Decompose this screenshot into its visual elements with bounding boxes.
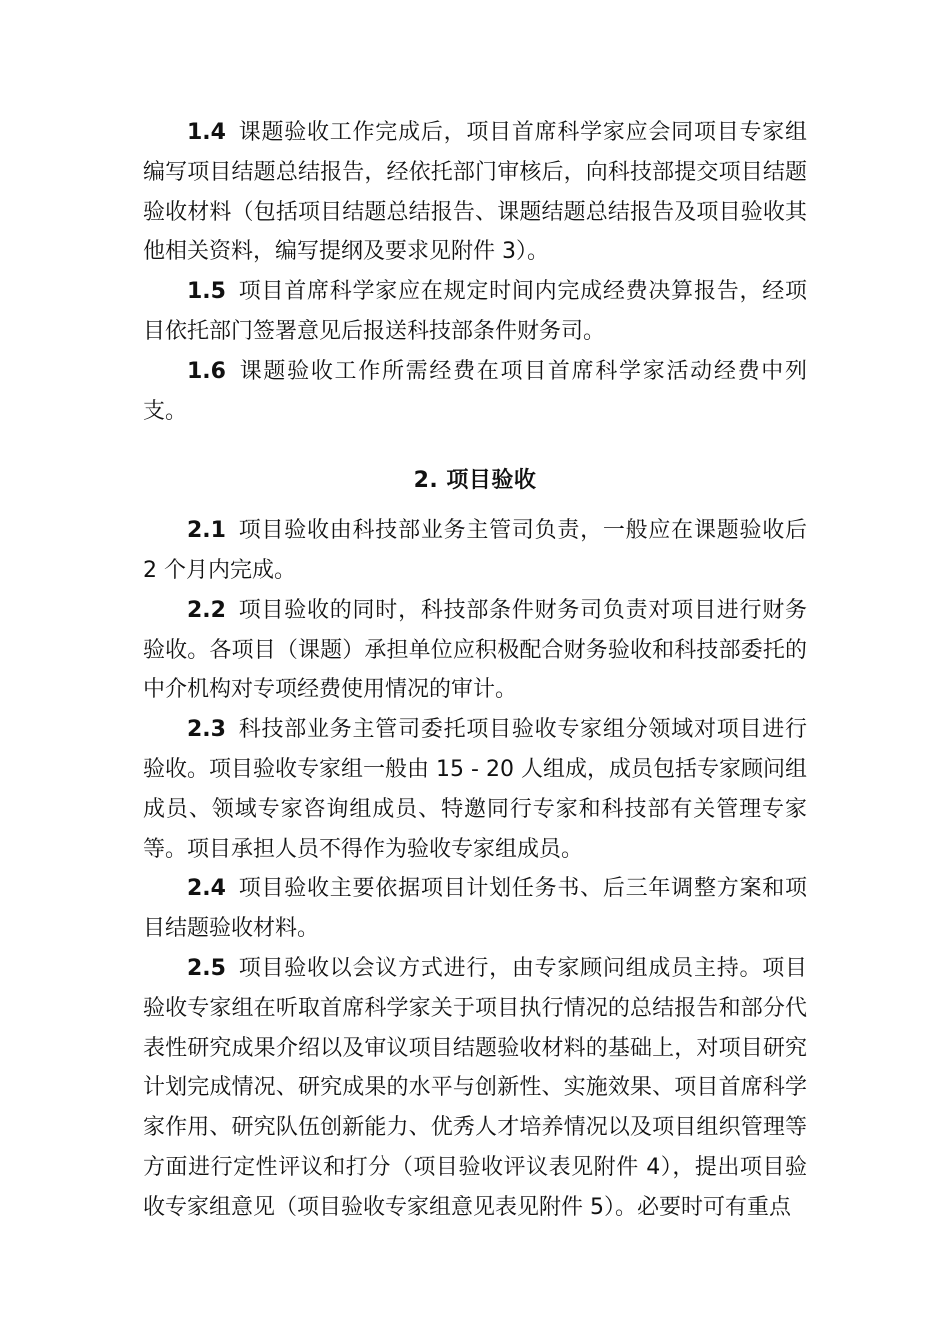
paragraph-number: 2.3: [187, 717, 226, 743]
paragraph-number: 1.4: [187, 120, 226, 145]
paragraph-2-2: [143, 591, 807, 710]
paragraph-text: 项目验收主要依据项目计划任务书、后三年调整方案和项目结题验收材料。: [143, 876, 807, 942]
paragraph-1-6: [143, 352, 807, 432]
paragraph-text: 科技部业务主管司委托项目验收专家组分领域对项目进行验收。项目验收专家组一般由 15 - 20 人组成，成员包括专家顾问组成员、领域专家咨询组成员、特邀同行专家和科技部有关管理专家等。项目承担人员不得作为验收专家组成员。: [143, 717, 807, 862]
paragraph-number: 1.6: [187, 358, 226, 384]
paragraph-text: 项目验收的同时，科技部条件财务司负责对项目进行财务验收。各项目（课题）承担单位应积极配合财务验收和科技部委托的中介机构对专项经费使用情况的审计。: [143, 597, 807, 703]
paragraph-number: 2.1: [187, 518, 226, 544]
paragraph-1-5: [143, 272, 807, 352]
paragraph-text: 项目验收由科技部业务主管司负责，一般应在课题验收后 2 个月内完成。: [143, 518, 807, 583]
paragraph-number: 1.5: [187, 279, 226, 305]
paragraph-2-1: [143, 511, 807, 591]
paragraph-text: 项目验收以会议方式进行，由专家顾问组成员主持。项目验收专家组在听取首席科学家关于项目执行情况的总结报告和部分代表性研究成果介绍以及审议项目结题验收材料的基础上，对项目研究计划完成情况、研究成果的水平与创新性、实施效果、项目首席科学家作用、研究队伍创新能力、优秀人才培养情况以及项目组织管理等方面进行定性评议和打分（项目验收评议表见附件 4），提出项目验收专家组意见（项目验收专家组意见表见附件 5）。必要时可有重点: [143, 955, 807, 1220]
paragraph-text: 课题验收工作所需经费在项目首席科学家活动经费中列支。: [143, 358, 807, 424]
paragraph-number: 2.5: [187, 955, 226, 981]
paragraph-2-5: [143, 949, 807, 1228]
paragraph-text: 项目首席科学家应在规定时间内完成经费决算报告，经项目依托部门签署意见后报送科技部条件财务司。: [143, 279, 807, 344]
paragraph-1-4: [143, 113, 807, 272]
paragraph-2-4: [143, 869, 807, 949]
document-body: [143, 113, 807, 1228]
paragraph-text: 课题验收工作完成后，项目首席科学家应会同项目专家组编写项目结题总结报告，经依托部门审核后，向科技部提交项目结题验收材料（包括项目结题总结报告、课题结题总结报告及项目验收其他相关资料，编写提纲及要求见附件 3）。: [143, 120, 807, 265]
paragraph-number: 2.4: [187, 876, 226, 902]
section-heading: 2. 项目验收: [413, 468, 537, 494]
paragraph-2-3: [143, 710, 807, 869]
paragraph-number: 2.2: [187, 597, 226, 623]
